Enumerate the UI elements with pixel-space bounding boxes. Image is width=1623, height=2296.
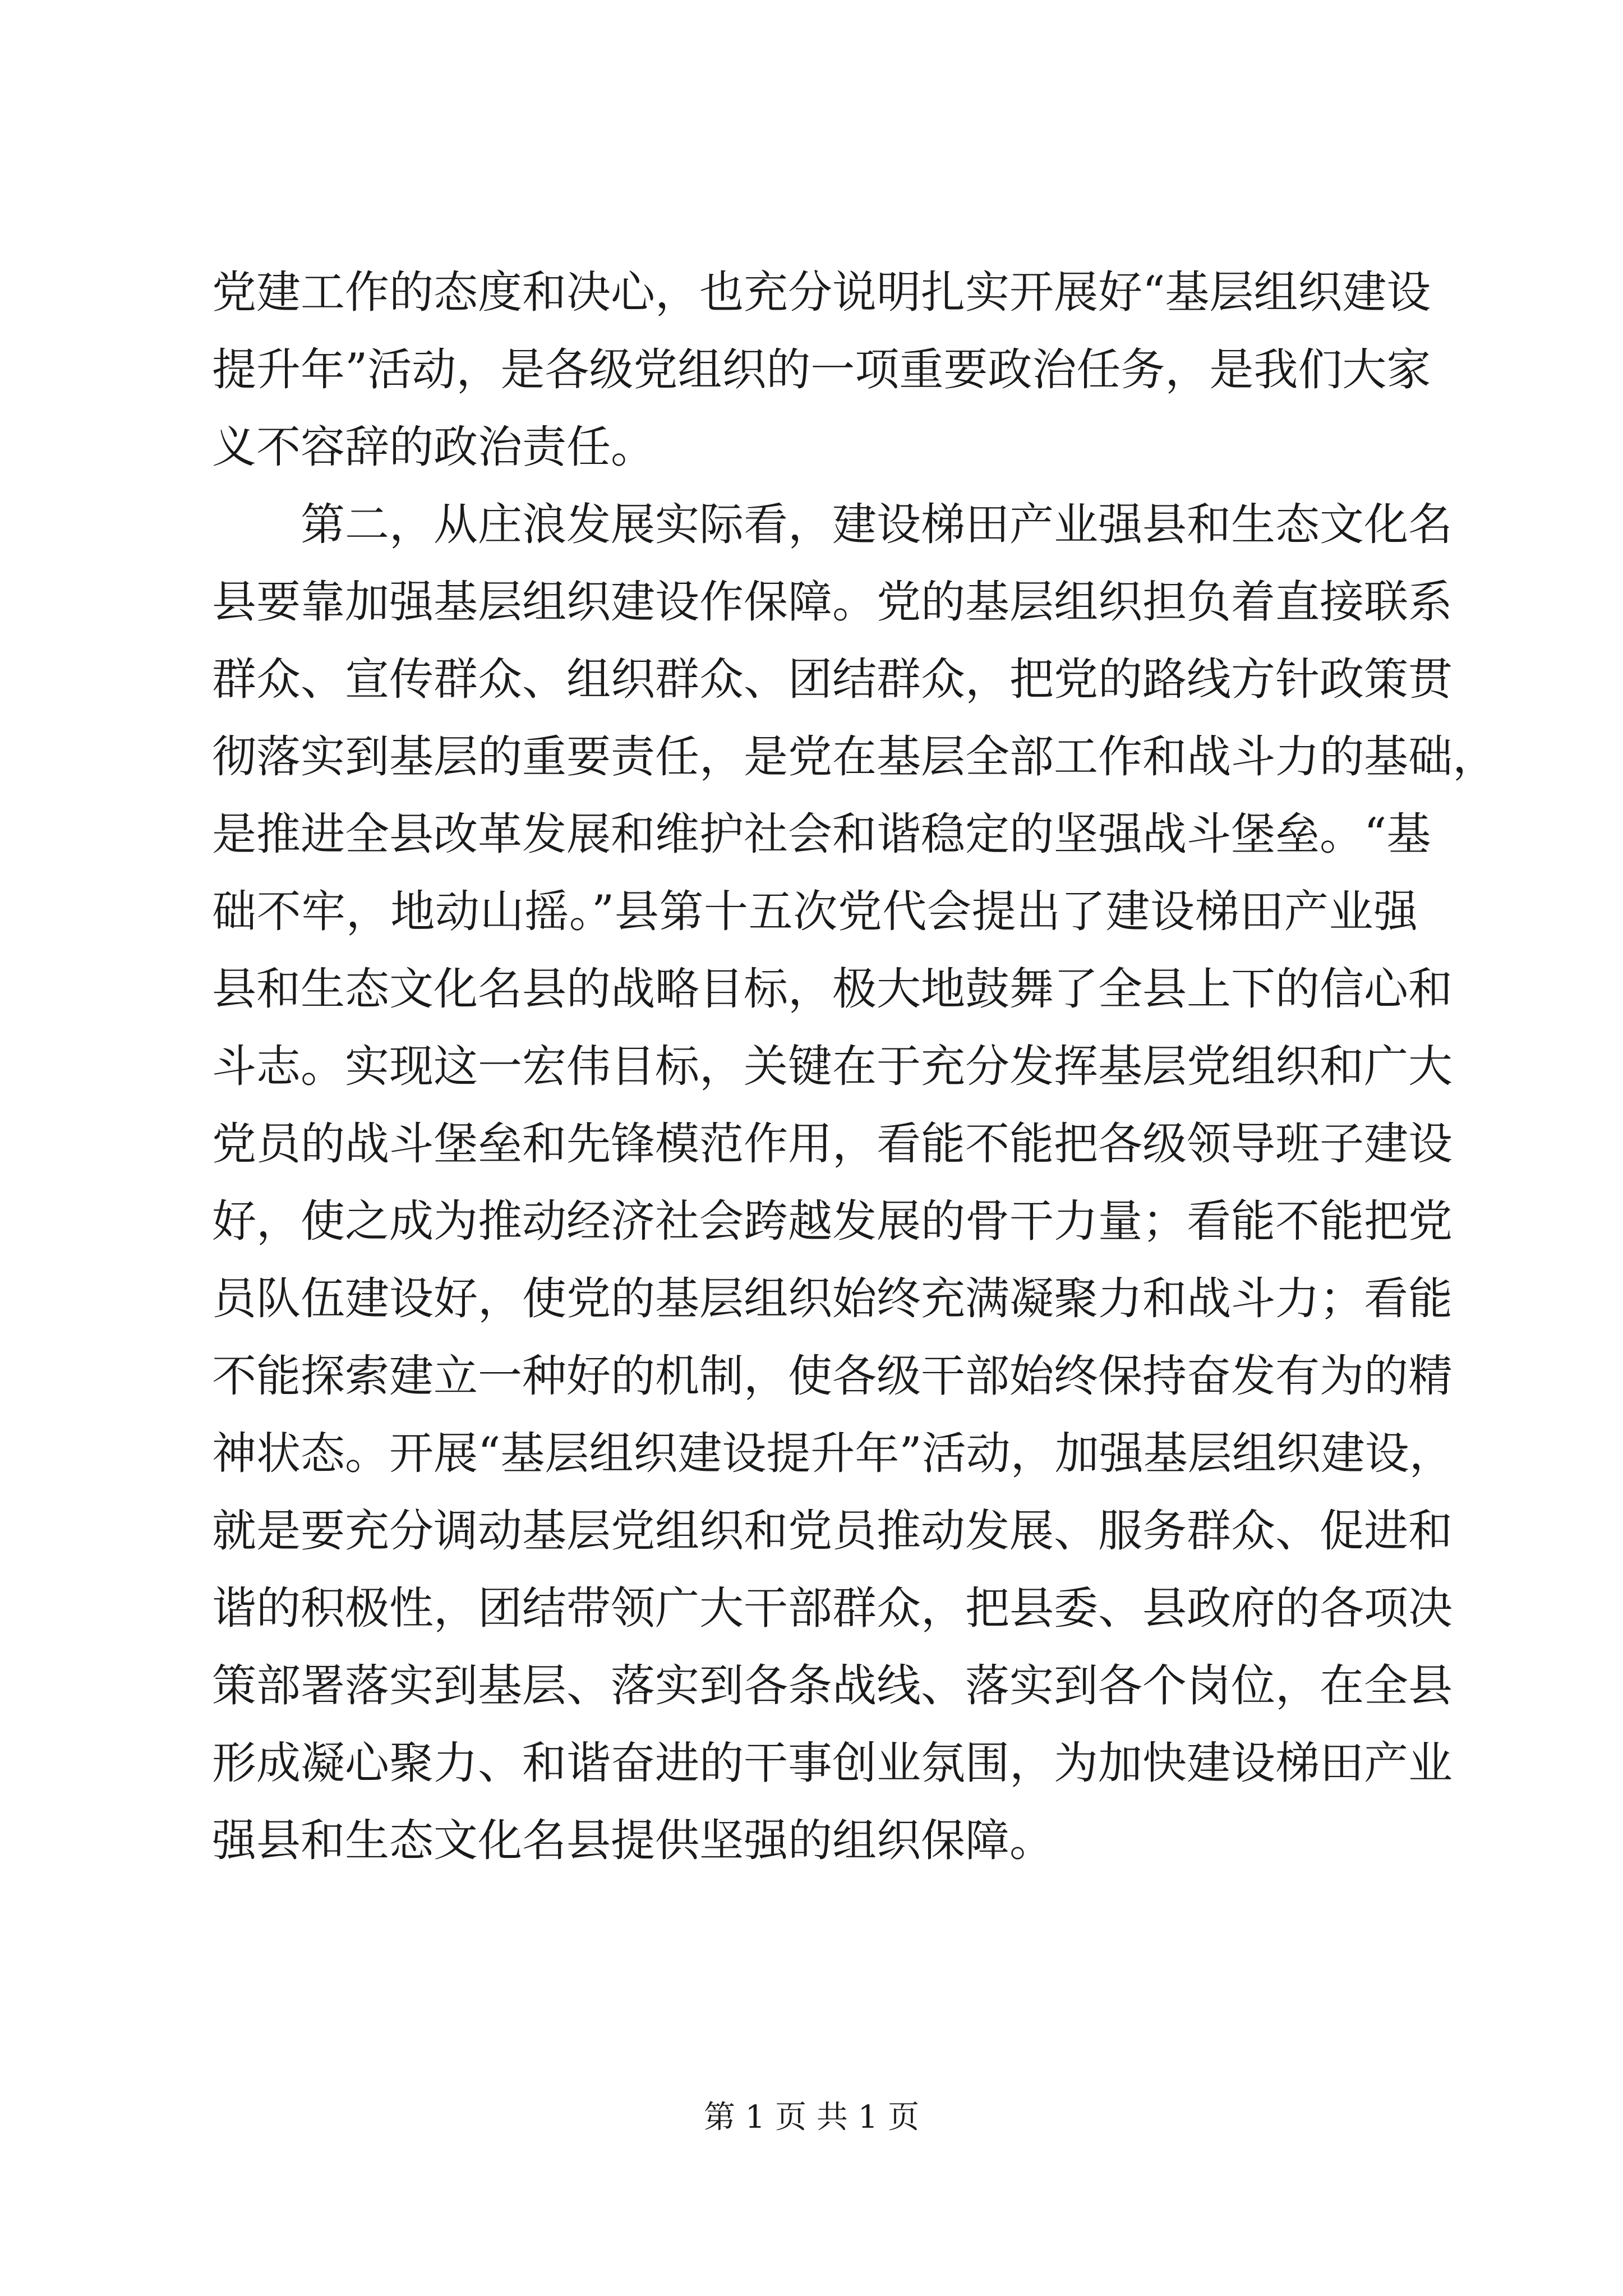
text-line: 强县和生态文化名县提供坚强的组织保障。 bbox=[212, 1815, 1054, 1866]
text-line: 就是要充分调动基层党组织和党员推动发展、服务群众、促进和 bbox=[212, 1505, 1453, 1557]
text-line: 础不牢，地动山摇。”县第十五次党代会提出了建设梯田产业强 bbox=[212, 886, 1418, 937]
text-line: 谐的积极性，团结带领广大干部群众，把县委、县政府的各项决 bbox=[212, 1582, 1453, 1634]
text-line: 群众、宣传群众、组织群众、团结群众，把党的路线方针政策贯 bbox=[212, 654, 1453, 705]
text-line: 彻落实到基层的重要责任，是党在基层全部工作和战斗力的基础， bbox=[212, 731, 1497, 783]
text-line: 党员的战斗堡垒和先锋模范作用，看能不能把各级领导班子建设 bbox=[212, 1118, 1453, 1170]
text-line: 策部署落实到基层、落实到各条战线、落实到各个岗位，在全县 bbox=[212, 1660, 1453, 1711]
text-line: 提升年”活动，是各级党组织的一项重要政治任务，是我们大家 bbox=[212, 344, 1431, 395]
text-line: 义不容辞的政治责任。 bbox=[212, 421, 655, 473]
text-line: 县要靠加强基层组织建设作保障。党的基层组织担负着直接联系 bbox=[212, 576, 1453, 628]
text-line: 党建工作的态度和决心，也充分说明扎实开展好“基层组织建设 bbox=[212, 266, 1431, 318]
text-line: 好，使之成为推动经济社会跨越发展的骨干力量；看能不能把党 bbox=[212, 1195, 1453, 1247]
text-line: 不能探索建立一种好的机制，使各级干部始终保持奋发有为的精 bbox=[212, 1350, 1453, 1402]
text-line: 斗志。实现这一宏伟目标，关键在于充分发挥基层党组织和广大 bbox=[212, 1041, 1453, 1092]
text-line: 是推进全县改革发展和维护社会和谐稳定的坚强战斗堡垒。“基 bbox=[212, 808, 1431, 860]
text-line: 员队伍建设好，使党的基层组织始终充满凝聚力和战斗力；看能 bbox=[212, 1273, 1453, 1324]
text-line: 县和生态文化名县的战略目标，极大地鼓舞了全县上下的信心和 bbox=[212, 963, 1453, 1015]
page-number-footer: 第 1 页 共 1 页 bbox=[703, 2099, 920, 2136]
text-line: 神状态。开展“基层组织建设提升年”活动，加强基层组织建设， bbox=[212, 1428, 1454, 1479]
text-line: 第二，从庄浪发展实际看，建设梯田产业强县和生态文化名 bbox=[212, 499, 1453, 550]
text-line: 形成凝心聚力、和谐奋进的干事创业氛围，为加快建设梯田产业 bbox=[212, 1737, 1453, 1789]
document-body bbox=[212, 254, 1497, 1879]
